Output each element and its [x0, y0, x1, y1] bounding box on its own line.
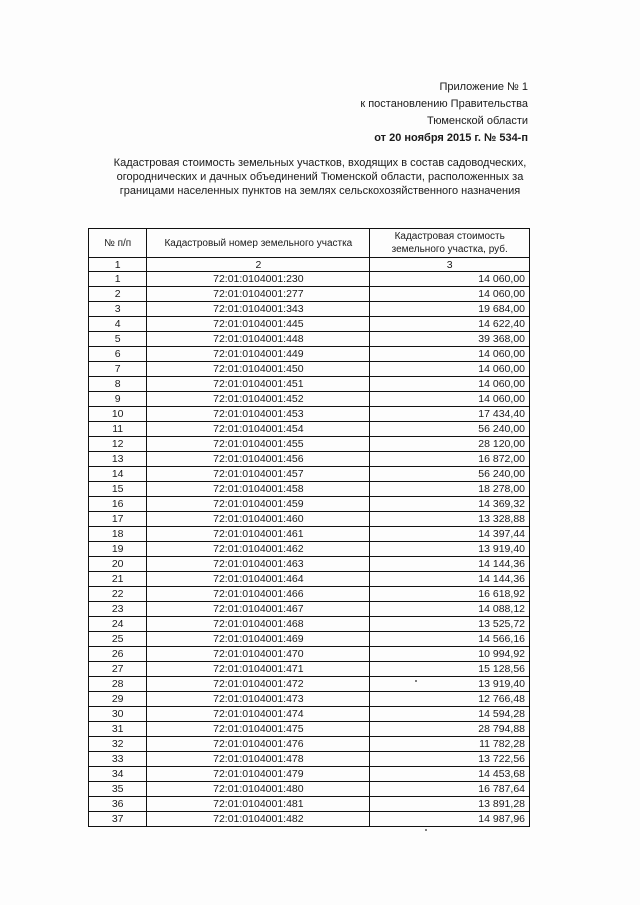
row-number: 37	[89, 812, 147, 827]
scan-speck	[415, 680, 417, 682]
cadastral-number: 72:01:0104001:457	[147, 467, 370, 482]
cadastral-value: 14 566,16	[370, 632, 530, 647]
row-number: 1	[89, 272, 147, 287]
cadastral-value: 28 794,88	[370, 722, 530, 737]
cadastral-number: 72:01:0104001:461	[147, 527, 370, 542]
row-number: 3	[89, 302, 147, 317]
row-number: 19	[89, 542, 147, 557]
cadastral-value: 14 060,00	[370, 377, 530, 392]
document-title	[100, 156, 540, 198]
table-row	[89, 587, 530, 602]
column-number-3: 3	[370, 258, 530, 272]
row-number: 23	[89, 602, 147, 617]
scan-speck	[425, 829, 427, 831]
cadastral-number: 72:01:0104001:478	[147, 752, 370, 767]
table-row	[89, 722, 530, 737]
row-number: 31	[89, 722, 147, 737]
row-number: 21	[89, 572, 147, 587]
cadastral-number: 72:01:0104001:448	[147, 332, 370, 347]
table-row	[89, 542, 530, 557]
title-line-1: Кадастровая стоимость земельных участков, входящих в состав садоводческих,	[113, 157, 527, 169]
cadastral-value: 14 622,40	[370, 317, 530, 332]
table-row	[89, 572, 530, 587]
row-number: 35	[89, 782, 147, 797]
cadastral-value: 15 128,56	[370, 662, 530, 677]
row-number: 10	[89, 407, 147, 422]
cadastral-number: 72:01:0104001:479	[147, 767, 370, 782]
row-number: 28	[89, 677, 147, 692]
row-number: 30	[89, 707, 147, 722]
column-number-2: 2	[147, 258, 370, 272]
cadastral-number: 72:01:0104001:230	[147, 272, 370, 287]
row-number: 11	[89, 422, 147, 437]
table-row	[89, 632, 530, 647]
table-row	[89, 692, 530, 707]
cadastral-number: 72:01:0104001:466	[147, 587, 370, 602]
table-row	[89, 647, 530, 662]
cadastral-number: 72:01:0104001:481	[147, 797, 370, 812]
cadastral-value: 14 060,00	[370, 392, 530, 407]
table-row	[89, 737, 530, 752]
table-row	[89, 782, 530, 797]
table-row	[89, 527, 530, 542]
cadastral-value: 13 722,56	[370, 752, 530, 767]
row-number: 34	[89, 767, 147, 782]
row-number: 36	[89, 797, 147, 812]
cadastral-number: 72:01:0104001:454	[147, 422, 370, 437]
cadastral-value: 14 060,00	[370, 362, 530, 377]
cadastral-number: 72:01:0104001:471	[147, 662, 370, 677]
row-number: 16	[89, 497, 147, 512]
table-header-row	[89, 229, 530, 258]
cadastral-number: 72:01:0104001:468	[147, 617, 370, 632]
cadastral-number: 72:01:0104001:472	[147, 677, 370, 692]
table-row	[89, 302, 530, 317]
cadastral-value: 14 594,28	[370, 707, 530, 722]
cadastral-value: 13 919,40	[370, 542, 530, 557]
header-number: № п/п	[89, 229, 147, 258]
table-row	[89, 452, 530, 467]
cadastral-number: 72:01:0104001:445	[147, 317, 370, 332]
cadastral-number: 72:01:0104001:451	[147, 377, 370, 392]
table-row	[89, 287, 530, 302]
table-row	[89, 467, 530, 482]
cadastral-number: 72:01:0104001:467	[147, 602, 370, 617]
cadastral-number: 72:01:0104001:463	[147, 557, 370, 572]
region-name: Тюменской области	[426, 115, 528, 127]
table-row	[89, 662, 530, 677]
table-row	[89, 797, 530, 812]
header-cadastral-value: Кадастровая стоимость земельного участка, руб.	[370, 229, 530, 258]
cadastral-number: 72:01:0104001:473	[147, 692, 370, 707]
cadastral-value: 12 766,48	[370, 692, 530, 707]
cadastral-value: 17 434,40	[370, 407, 530, 422]
cadastral-value: 14 987,96	[370, 812, 530, 827]
appendix-label: Приложение № 1	[439, 81, 528, 93]
row-number: 22	[89, 587, 147, 602]
cadastral-value: 14 088,12	[370, 602, 530, 617]
table-row	[89, 437, 530, 452]
cadastral-number: 72:01:0104001:470	[147, 647, 370, 662]
resolution-date-number: от 20 ноября 2015 г. № 534-п	[374, 132, 528, 144]
row-number: 33	[89, 752, 147, 767]
cadastral-number: 72:01:0104001:480	[147, 782, 370, 797]
row-number: 12	[89, 437, 147, 452]
cadastral-value: 39 368,00	[370, 332, 530, 347]
cadastral-number: 72:01:0104001:458	[147, 482, 370, 497]
cadastral-value: 16 787,64	[370, 782, 530, 797]
cadastral-value: 19 684,00	[370, 302, 530, 317]
cadastral-number: 72:01:0104001:452	[147, 392, 370, 407]
cadastral-number: 72:01:0104001:455	[147, 437, 370, 452]
cadastral-value: 11 782,28	[370, 737, 530, 752]
cadastral-value: 14 060,00	[370, 347, 530, 362]
row-number: 4	[89, 317, 147, 332]
row-number: 14	[89, 467, 147, 482]
row-number: 24	[89, 617, 147, 632]
cadastral-number: 72:01:0104001:482	[147, 812, 370, 827]
cadastral-number: 72:01:0104001:460	[147, 512, 370, 527]
table-row	[89, 602, 530, 617]
row-number: 2	[89, 287, 147, 302]
table-row	[89, 707, 530, 722]
cadastral-value: 14 397,44	[370, 527, 530, 542]
cadastral-number: 72:01:0104001:464	[147, 572, 370, 587]
cadastral-number: 72:01:0104001:456	[147, 452, 370, 467]
row-number: 13	[89, 452, 147, 467]
table-row	[89, 377, 530, 392]
table-row	[89, 812, 530, 827]
row-number: 6	[89, 347, 147, 362]
cadastral-value: 14 144,36	[370, 557, 530, 572]
table-row	[89, 407, 530, 422]
table-row	[89, 497, 530, 512]
row-number: 5	[89, 332, 147, 347]
table-row	[89, 332, 530, 347]
title-line-3: границами населенных пунктов на землях сельскохозяйственного назначения	[119, 185, 521, 197]
cadastral-value: 16 618,92	[370, 587, 530, 602]
column-number-row	[89, 258, 530, 272]
cadastral-number: 72:01:0104001:462	[147, 542, 370, 557]
row-number: 18	[89, 527, 147, 542]
cadastral-number: 72:01:0104001:459	[147, 497, 370, 512]
row-number: 15	[89, 482, 147, 497]
row-number: 26	[89, 647, 147, 662]
cadastral-value: 14 060,00	[370, 287, 530, 302]
table-row	[89, 482, 530, 497]
table-row	[89, 347, 530, 362]
cadastral-number: 72:01:0104001:453	[147, 407, 370, 422]
table-row	[89, 617, 530, 632]
table-row	[89, 392, 530, 407]
cadastral-value: 13 891,28	[370, 797, 530, 812]
cadastral-value-table	[88, 228, 530, 827]
cadastral-value: 14 369,32	[370, 497, 530, 512]
row-number: 7	[89, 362, 147, 377]
cadastral-value: 56 240,00	[370, 467, 530, 482]
cadastral-number: 72:01:0104001:277	[147, 287, 370, 302]
cadastral-number: 72:01:0104001:469	[147, 632, 370, 647]
cadastral-number: 72:01:0104001:475	[147, 722, 370, 737]
cadastral-number: 72:01:0104001:449	[147, 347, 370, 362]
cadastral-value: 14 453,68	[370, 767, 530, 782]
cadastral-value: 13 919,40	[370, 677, 530, 692]
table-row	[89, 422, 530, 437]
table-row	[89, 362, 530, 377]
cadastral-value: 14 060,00	[370, 272, 530, 287]
cadastral-value: 14 144,36	[370, 572, 530, 587]
cadastral-value: 10 994,92	[370, 647, 530, 662]
cadastral-value: 28 120,00	[370, 437, 530, 452]
cadastral-value: 13 328,88	[370, 512, 530, 527]
cadastral-value: 16 872,00	[370, 452, 530, 467]
row-number: 32	[89, 737, 147, 752]
row-number: 9	[89, 392, 147, 407]
cadastral-value: 18 278,00	[370, 482, 530, 497]
title-line-2: огороднических и дачных объединений Тюменской области, расположенных за	[116, 171, 524, 183]
row-number: 17	[89, 512, 147, 527]
cadastral-number: 72:01:0104001:474	[147, 707, 370, 722]
cadastral-value: 56 240,00	[370, 422, 530, 437]
table-row	[89, 752, 530, 767]
cadastral-value: 13 525,72	[370, 617, 530, 632]
row-number: 27	[89, 662, 147, 677]
header-cadastral-number: Кадастровый номер земельного участка	[147, 229, 370, 258]
table-row	[89, 317, 530, 332]
table-row	[89, 512, 530, 527]
table-row	[89, 677, 530, 692]
row-number: 8	[89, 377, 147, 392]
row-number: 25	[89, 632, 147, 647]
row-number: 29	[89, 692, 147, 707]
cadastral-number: 72:01:0104001:476	[147, 737, 370, 752]
table-row	[89, 272, 530, 287]
cadastral-number: 72:01:0104001:450	[147, 362, 370, 377]
row-number: 20	[89, 557, 147, 572]
table-row	[89, 767, 530, 782]
resolution-reference: к постановлению Правительства	[360, 98, 528, 110]
cadastral-number: 72:01:0104001:343	[147, 302, 370, 317]
document-header	[360, 79, 528, 147]
table-row	[89, 557, 530, 572]
column-number-1: 1	[89, 258, 147, 272]
